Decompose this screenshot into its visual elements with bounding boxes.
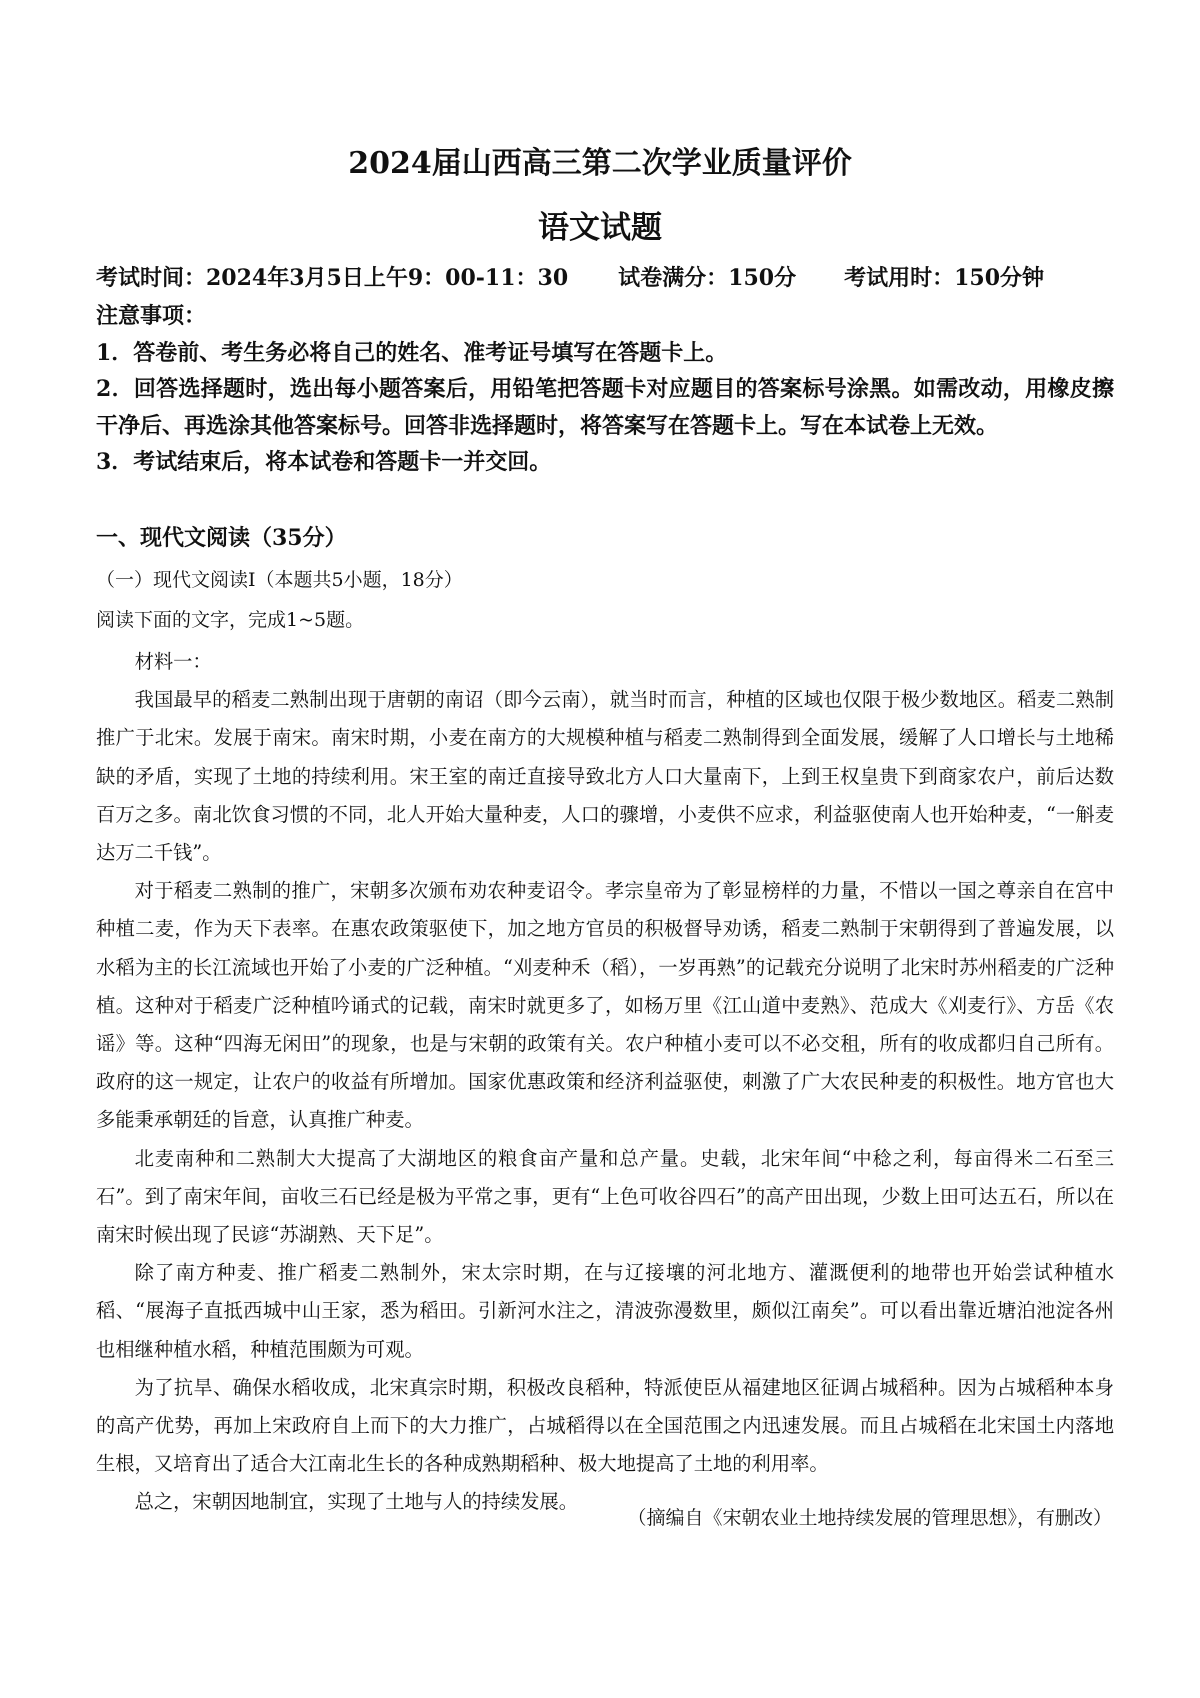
note-item: 2．回答选择题时，选出每小题答案后，用铅笔把答题卡对应题目的答案标号涂黑。如需改动，用橡皮擦干净后、再选涂其他答案标号。回答非选择题时，将答案写在答题卡上。写在本试卷上无效。: [96, 376, 1114, 439]
note-item: 1．答卷前、考生务必将自己的姓名、准考证号填写在答题卡上。: [96, 339, 728, 366]
notes-section: [96, 298, 1114, 481]
material-paragraph: 我国最早的稻麦二熟制出现于唐朝的南诏（即今云南），就当时而言，种植的区域也仅限于极少数地区。稻麦二熟制推广于北宋。发展于南宋。南宋时期，小麦在南方的大规模种植与稻麦二熟制得到全面发展，缓解了人口增长与土地稀缺的矛盾，实现了土地的持续利用。宋王室的南迁直接导致北方人口大量南下，上到王权皇贵下到商家农户，前后达数百万之多。南北饮食习惯的不同，北人开始大量种麦，人口的骤增，小麦供不应求，利益驱使南人也开始种麦，“一斛麦达万二千钱”。: [96, 688, 1114, 865]
material-text: [96, 643, 1114, 1522]
exam-time: 考试时间：2024年3月5日上午9：00-11：30: [96, 265, 569, 291]
exam-duration: 考试用时：150分钟: [844, 265, 1045, 291]
section-heading: 一、现代文阅读（35分）: [96, 525, 347, 551]
section-subheading: （一）现代文阅读I（本题共5小题，18分）: [96, 569, 463, 591]
material-paragraph: 总之，宋朝因地制宜，实现了土地与人的持续发展。: [134, 1490, 579, 1514]
material-paragraph: 为了抗旱、确保水稻收成，北宋真宗时期，积极改良稻种，特派使臣从福建地区征调占城稻种。因为占城稻种本身的高产优势，再加上宋政府自上而下的大力推广，占城稻得以在全国范围之内迅速发展。而且占城稻在北宋国土内落地生根，又培育出了适合大江南北生长的各种成熟期稻种、极大地提高了土地的利用率。: [96, 1375, 1114, 1476]
reading-instruction: 阅读下面的文字，完成1~5题。: [96, 609, 365, 631]
note-item: 3．考试结束后，将本试卷和答题卡一并交回。: [96, 449, 552, 475]
material-paragraph: 北麦南种和二熟制大大提高了大湖地区的粮食亩产量和总产量。史载，北宋年间“中稔之利，每亩得米二石至三石”。到了南宋年间，亩收三石已经是极为平常之事，更有“上色可收谷四石”的高产田出现，少数上田可达五石，所以在南宋时候出现了民谚“苏湖熟、天下足”。: [96, 1146, 1114, 1247]
material-source: （摘编自《宋朝农业土地持续发展的管理思想》，有删改）: [627, 1507, 1112, 1529]
notes-heading: 注意事项：: [96, 303, 207, 329]
full-score: 试卷满分：150分: [618, 265, 797, 291]
material-paragraph: 除了南方种麦、推广稻麦二熟制外，宋太宗时期，在与辽接壤的河北地方、灌溉便利的地带也开始尝试种植水稻、“展海子直抵西城中山王家，悉为稻田。引新河水注之，清波弥漫数里，颇似江南矣”。可以看出靠近塘泊池淀各州也相继种植水稻，种植范围颇为可观。: [96, 1261, 1114, 1361]
exam-subtitle: 语文试题: [538, 210, 662, 246]
exam-title: 2024届山西高三第二次学业质量评价: [348, 146, 852, 181]
material-label: 材料一：: [134, 650, 212, 673]
exam-info: [96, 262, 1116, 294]
material-paragraph: 对于稻麦二熟制的推广，宋朝多次颁布劝农种麦诏令。孝宗皇帝为了彰显榜样的力量，不惜以一国之尊亲自在宫中种植二麦，作为天下表率。在惠农政策驱使下，加之地方官员的积极督导劝诱，稻麦二熟制于宋朝得到了普遍发展，以水稻为主的长江流域也开始了小麦的广泛种植。“刈麦种禾（稻），一岁再熟”的记载充分说明了北宋时苏州稻麦的广泛种植。这种对于稻麦广泛种植吟诵式的记载，南宋时就更多了，如杨万里《江山道中麦熟》、范成大《刈麦行》、方岳《农谣》等。这种“四海无闲田”的现象，也是与宋朝的政策有关。农户种植小麦可以不必交租，所有的收成都归自己所有。政府的这一规定，让农户的收益有所增加。国家优惠政策和经济利益驱使，刺激了广大农民种麦的积极性。地方官也大多能秉承朝廷的旨意，认真推广种麦。: [96, 879, 1114, 1132]
